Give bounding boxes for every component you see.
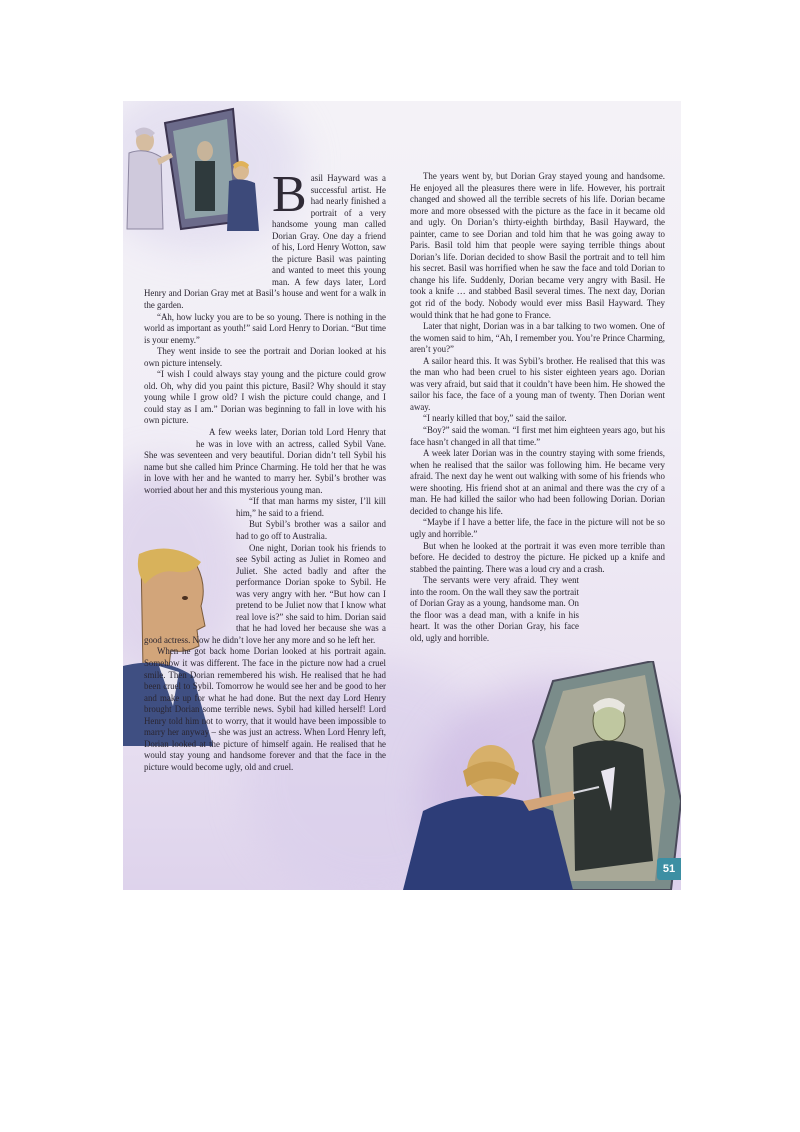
paragraph: “Maybe if I have a better life, the face in the picture will not be so ugly and horrible.” [410,517,665,539]
paragraph: “Boy?” said the woman. “I first met him eighteen years ago, but his face hasn’t changed in all that time.” [410,425,665,447]
illustration-spacer [144,427,196,447]
paragraph: But when he looked at the portrait it was even more terrible than before. He decided to destroy the picture. He picked up a knife and stabbed the painting. There was a loud cry and a crash. [410,540,665,574]
paragraph: A week later Dorian was in the country staying with some friends, when he realised that the sailor was following him. He became very afraid. The next day he went out walking with some of his friends who were shooting. His friend shot at an animal and there was the cry of a man. He had killed the sailor who had been following Dorian. Dorian decided to change his life. [410,448,665,516]
page-number: 51 [657,858,681,880]
paragraph: “I wish I could always stay young and the picture could grow old. Oh, why did you paint this picture, Basil? Why should it stay young while I grow old? I wish the picture could change, and I could stay as I am.” Dorian was beginning to fall in love with his own picture. [144,369,386,426]
left-column [144,166,386,773]
paragraph: But Sybil’s brother was a sailor and had to go off to Australia. [236,519,386,541]
paragraph: A sailor heard this. It was Sybil’s brother. He realised that this was the man who had been cruel to his sister eighteen years ago. Dorian was very afraid, but said that it couldn’t have been him. He showed the sailor his face, the face of a young man of twenty. Then Dorian went away. [410,355,665,412]
paragraph: When he got back home Dorian looked at his portrait again. Somehow it was different. The face in the picture now had a cruel smile. Then Dorian remembered his wish. He realised that he had been cruel to Sybil. Tomorrow he would see her and be good to her and make up for what he had done. But the next day Lord Henry brought Dorian some terrible news. Sybil had killed herself! Lord Henry told him not to worry, that it would have been impossible to marry her anyway – she was just an actress. When Lord Henry left, Dorian looked at the picture of himself again. He realised that he would stay young and handsome forever and that the face in the picture would become ugly, old and cruel. [144,646,386,772]
paragraph: Later that night, Dorian was in a bar talking to two women. One of the women said to him, “Ah, I remember you. You’re Prince Charming, aren’t you?” [410,321,665,355]
paragraph: “Ah, how lucky you are to be so young. There is nothing in the world as important as youth!” said Lord Henry to Dorian. “But time is your enemy.” [144,311,386,345]
paragraph: The years went by, but Dorian Gray stayed young and handsome. He enjoyed all the pleasures there were in life. However, his portrait changed and showed all the terrible secrets of his life. Dorian became more and more obsessed with the picture as the face in it became old and ugly. On Dorian’s thirty-eighth birthday, Basil Hayward, the painter, came to see Dorian and told him that he was going away to Paris. Basil told him that people were saying terrible things about Dorian’s life. Dorian decided to show Basil the portrait and to tell him his secret. Basil was horrified when he saw the face and told Dorian to change his life. Suddenly, Dorian became very angry with Basil. He took a knife … and stabbed Basil several times. The next day, Dorian got rid of the body. Nobody would ever miss Basil Hayward. They would think that he had gone to France. [410,171,665,320]
illustration-spacer [144,173,272,285]
paragraph: “I nearly killed that boy,” said the sailor. [423,413,567,424]
stabbing-portrait-illustration [403,661,681,890]
paragraph: They went inside to see the portrait and Dorian looked at his own picture intensely. [144,346,386,368]
paragraph: “If that man harms my sister, I’ll kill him,” he said to a friend. [236,496,386,518]
paragraph: A few weeks later, Dorian told Lord Henry that he was in love with an actress, called Sybil Vane. She was seventeen and very beautiful. Dorian didn’t tell Sybil his name but she called him Prince Charming. He told her that he was in love with her and he wanted to marry her. Sybil’s brother was worried about her and this mysterious young man. [144,427,386,495]
paragraph: The servants were very afraid. They went into the room. On the wall they saw the portrait of Dorian Gray as a young, handsome man. On the floor was a dead man, with a knife in his heart. It was the other Dorian Gray, his face old, ugly and horrible. [410,575,579,643]
book-page [123,101,681,890]
paragraph: One night, Dorian took his friends to see Sybil acting as Juliet in Romeo and Juliet. She acted badly and after the performance Dorian spoke to Sybil. He was very angry with her. “But how can I pretend to be Juliet now that I know what real love is?” she said to him. Dorian said that he had loved her because she was a good actress. Now he didn’t love her any more and so he left her. [144,542,386,645]
drop-cap: B [272,166,307,223]
right-column [410,171,665,655]
paragraph-text: asil Hayward was a successful artist. He had nearly finished a portrait of a very handsome young man called Dorian Gray. One day a friend of his, Lord Henry Wotton, saw the picture Basil was painting and wanted to meet this young man. A few days later, Lord Henry and Dorian Gray met at Basil’s house and went for a walk in the garden. [144,173,386,311]
illustration-spacer [144,496,236,634]
illustration-spacer [579,595,665,655]
